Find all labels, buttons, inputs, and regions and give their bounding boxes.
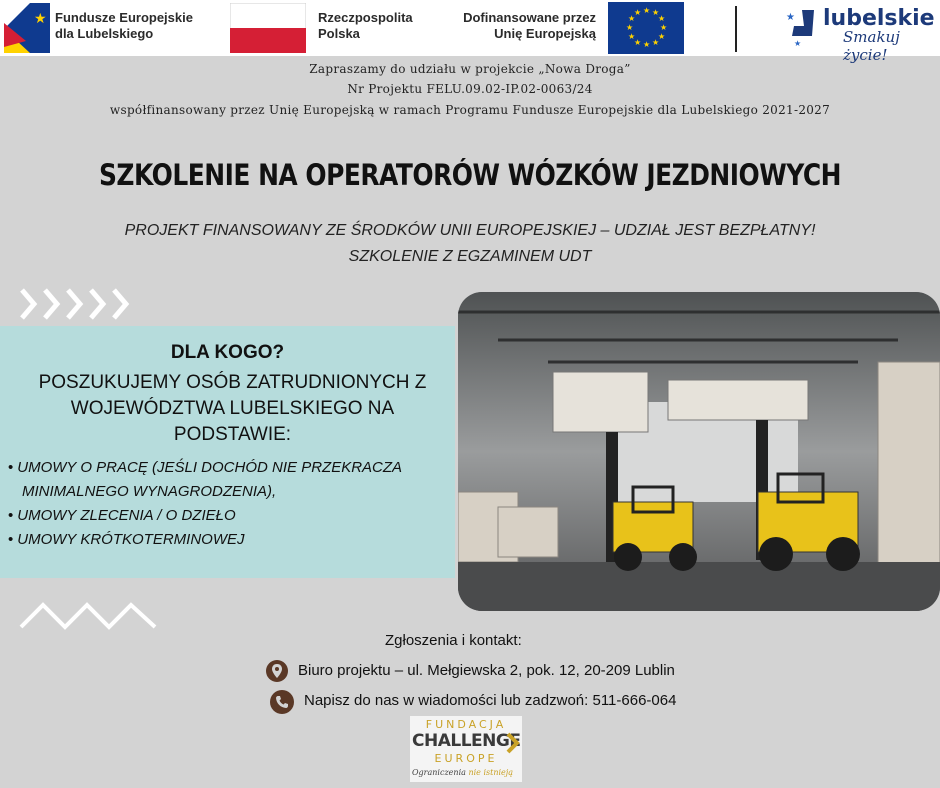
fe-logo-text: Fundusze Europejskie dla Lubelskiego	[55, 10, 193, 41]
svg-text:★: ★	[626, 23, 634, 32]
lubelskie-logo-slogan: Smakuj życie!	[843, 28, 900, 64]
foundation-line-3: EUROPE	[434, 752, 498, 765]
warehouse-forklift-photo	[458, 292, 940, 611]
polish-flag-icon	[230, 3, 306, 53]
list-item: MINIMALNEGO WYNAGRODZENIA),	[22, 483, 277, 500]
list-item: • UMOWY ZLECENIA / O DZIEŁO	[8, 507, 236, 524]
svg-text:★: ★	[652, 8, 660, 17]
phone-icon	[270, 690, 294, 714]
subtitle-line-2: SZKOLENIE Z EGZAMINEM UDT	[348, 248, 592, 265]
location-pin-icon	[266, 660, 288, 682]
who-description: POSZUKUJEMY OSÓB ZATRUDNIONYCH Z WOJEWÓDZTWA LUBELSKIEGO NA PODSTAWIE:	[38, 372, 427, 445]
who-list	[8, 456, 453, 552]
svg-text:★: ★	[634, 8, 642, 17]
svg-text:★: ★	[628, 32, 636, 41]
arrow-icon	[506, 732, 520, 754]
svg-text:★: ★	[643, 6, 651, 15]
main-title: SZKOLENIE NA OPERATORÓW WÓZKÓW JEZDNIOWYCH	[98, 158, 842, 192]
who-heading: DLA KOGO?	[170, 342, 285, 363]
list-item: • UMOWY O PRACĘ (JEŚLI DOCHÓD NIE PRZEKRACZA	[8, 459, 403, 476]
logo-divider	[735, 6, 737, 52]
svg-text:★: ★	[634, 38, 642, 47]
foundation-line-1: FUNDACJA	[425, 718, 507, 731]
svg-text:★: ★	[786, 12, 795, 23]
svg-text:★: ★	[652, 38, 660, 47]
lubelskie-logo-name: lubelskie	[823, 6, 935, 31]
foundation-tagline: Ograniczenia nie istnieją	[412, 768, 514, 777]
subtitle-line-1: PROJEKT FINANSOWANY ZE ŚRODKÓW UNII EUROPEJSKIEJ – UDZIAŁ JEST BEZPŁATNY!	[124, 222, 816, 239]
fe-logo-icon	[4, 3, 50, 53]
svg-text:★: ★	[658, 32, 666, 41]
svg-text:★: ★	[628, 14, 636, 23]
logo-bar	[0, 0, 940, 64]
foundation-logo	[410, 716, 522, 782]
svg-text:★: ★	[794, 39, 802, 48]
intro-line-3: współfinansowany przez Unię Europejską w ramach Programu Fundusze Europejskie dla Lubelskiego 2021-2027	[109, 103, 831, 117]
contact-phone: Napisz do nas w wiadomości lub zadzwoń: 511-666-064	[304, 692, 677, 709]
zigzag-decoration-icon	[18, 600, 162, 630]
foundation-line-2: CHALLENGE	[412, 731, 521, 751]
svg-text:★: ★	[643, 40, 651, 49]
contact-heading: Zgłoszenia i kontakt:	[385, 632, 522, 649]
eu-flag-icon	[608, 2, 684, 54]
intro-line-1: Zapraszamy do udziału w projekcie „Nowa Droga”	[309, 62, 631, 76]
contact-address: Biuro projektu – ul. Mełgiewska 2, pok. 12, 20-209 Lublin	[298, 662, 675, 679]
ue-logo-text: Dofinansowane przez Unię Europejską	[463, 10, 596, 41]
svg-text:★: ★	[660, 23, 668, 32]
chevrons-decoration-icon	[18, 286, 144, 322]
svg-text:★: ★	[658, 14, 666, 23]
lubelskie-logo-icon	[786, 6, 820, 48]
rp-logo-text: Rzeczpospolita Polska	[318, 10, 413, 41]
intro-line-2: Nr Projektu FELU.09.02-IP.02-0063/24	[347, 82, 593, 96]
svg-text:★: ★	[34, 10, 47, 26]
list-item: • UMOWY KRÓTKOTERMINOWEJ	[8, 531, 245, 548]
